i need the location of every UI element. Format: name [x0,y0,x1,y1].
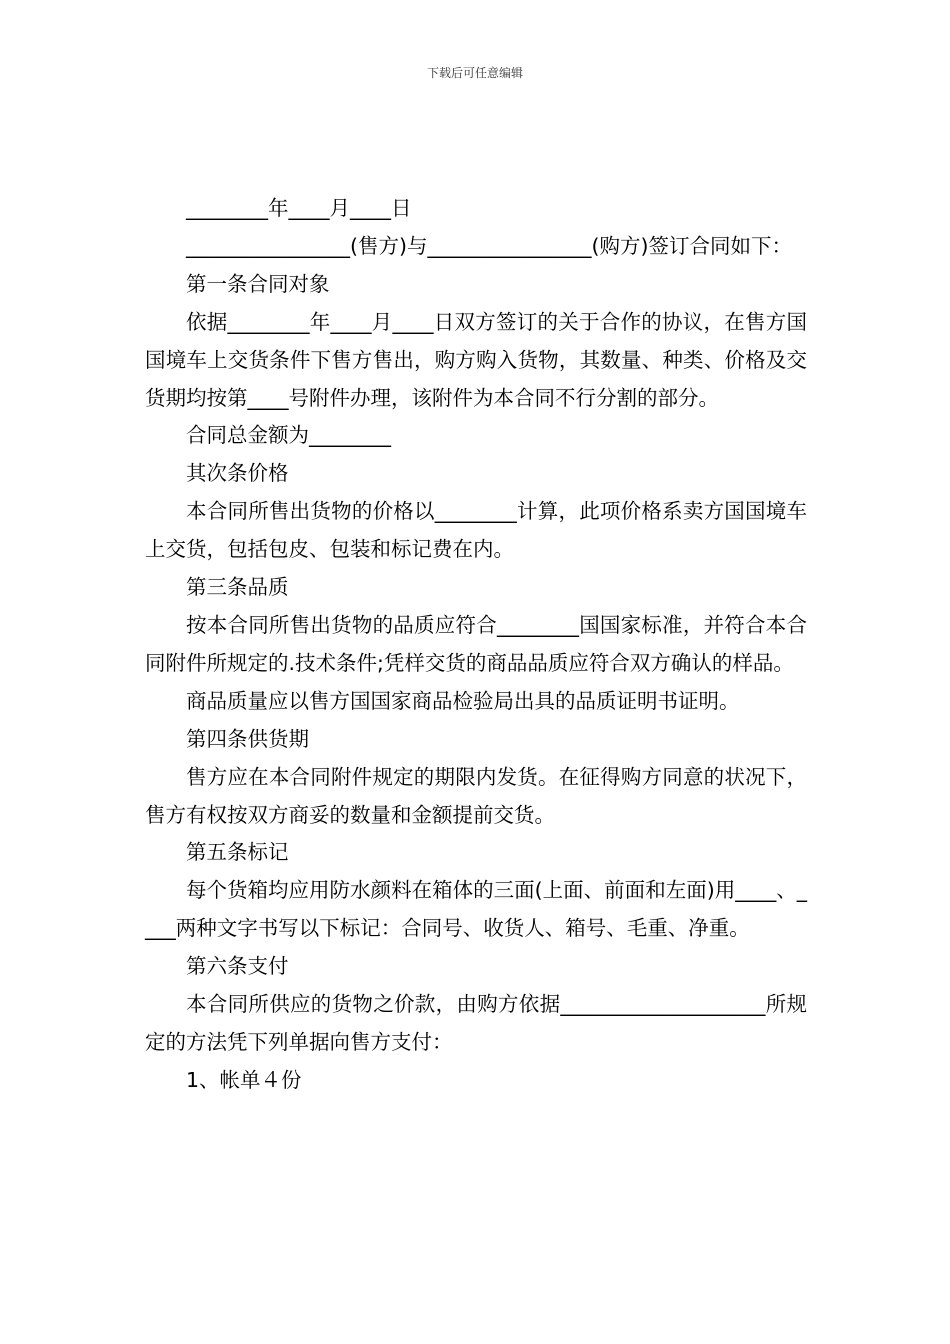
article-3-heading: 第三条品质 [186,575,289,600]
parties-paragraph: ________________(售方)与________________(购方)签订合同如下： [186,233,792,258]
article-3-paragraph: 按本合同所售出货物的品质应符合________国国家标准，并符合本合同附件所规定的.技术条件;凭样交货的商品品质应符合双方确认的样品。 [145,612,807,675]
article-4-heading: 第四条供货期 [186,726,309,751]
date-line: ________年____月____日 [186,196,412,220]
article-5-paragraph: 每个货箱均应用防水颜料在箱体的三面(上面、前面和左面)用____、____两种文字书写以下标记：合同号、收货人、箱号、毛重、净重。 [145,878,807,941]
page-header: 下载后可任意编辑 [426,66,523,80]
article-2-paragraph: 本合同所售出货物的价格以________计算，此项价格系卖方国国境车上交货，包括包皮、包装和标记费在内。 [145,499,807,562]
list-item-invoice: 1、帐单４份 [186,1067,302,1092]
article-6-paragraph: 本合同所供应的货物之价款，由购方依据____________________所规定的方法凭下列单据向售方支付： [145,992,807,1054]
document-body [145,190,807,1100]
total-amount-paragraph: 合同总金额为________ [186,423,391,448]
article-4-paragraph: 售方应在本合同附件规定的期限内发货。在征得购方同意的状况下，售方有权按双方商妥的数量和金额提前交货。 [145,764,807,827]
article-6-heading: 第六条支付 [186,954,289,979]
article-1-heading: 第一条合同对象 [186,271,330,296]
article-1-paragraph: 依据________年____月____日双方签订的关于合作的协议，在售方国国境车上交货条件下售方售出，购方购入货物，其数量、种类、价格及交货期均按第____号附件办理，该附件为本合同不行分割的部分。 [145,309,807,410]
article-2-heading: 其次条价格 [186,461,289,486]
article-5-heading: 第五条标记 [186,840,289,865]
quality-certificate-paragraph: 商品质量应以售方国国家商品检验局出具的品质证明书证明。 [186,688,740,713]
